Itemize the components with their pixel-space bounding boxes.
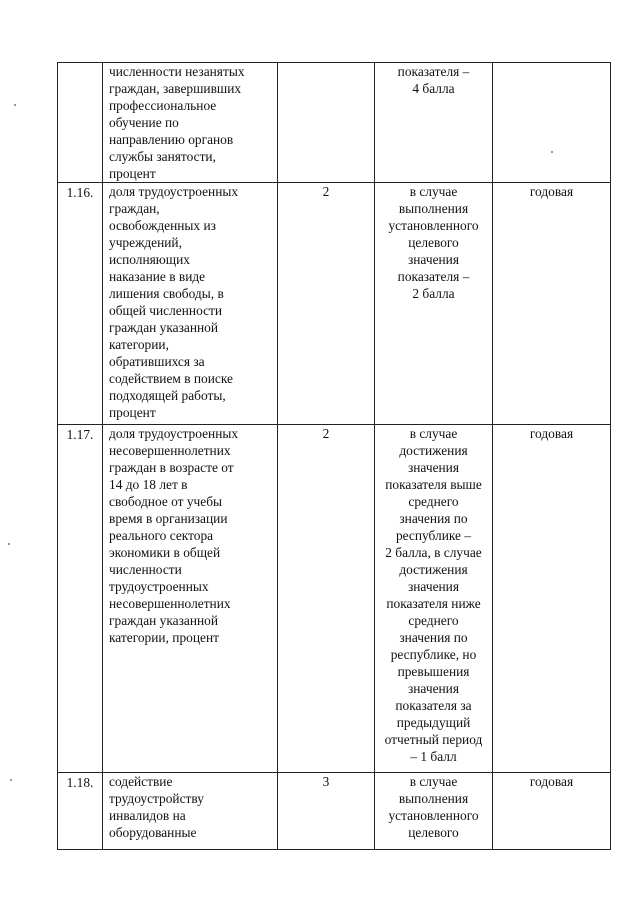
reporting-period: годовая [493,425,611,773]
scoring-condition: в случае выполнения установленного целевого значения показателя – 2 балла [375,183,493,425]
scoring-condition: в случае достижения значения показателя выше среднего значения по республике – 2 балла, в случае достижения значения показателя ниже среднего значения по республике, но превышения значения показателя за предыдущий отчетный период – 1 балл [375,425,493,773]
criteria-table [57,62,611,850]
points-value: 2 [278,183,375,425]
table-row [58,773,611,850]
table-row [58,425,611,773]
table-row [58,183,611,425]
row-number [58,63,103,183]
indicator-name: доля трудоустроенных граждан, освобожденных из учреждений, исполняющих наказание в виде лишения свободы, в общей численности граждан указанной категории, обратившихся за содействием в поиске подходящей работы, процент [103,183,278,425]
reporting-period [493,63,611,183]
scoring-condition: в случае выполнения установленного целевого [375,773,493,850]
row-number: 1.16. [58,183,103,425]
points-value: 2 [278,425,375,773]
scan-speck [8,543,10,545]
row-number: 1.17. [58,425,103,773]
table-row [58,63,611,183]
scan-speck [551,151,553,153]
reporting-period: годовая [493,183,611,425]
indicator-name: содействие трудоустройству инвалидов на оборудованные [103,773,278,850]
indicator-name: численности незанятых граждан, завершивших профессиональное обучение по направлению органов службы занятости, процент [103,63,278,183]
reporting-period: годовая [493,773,611,850]
scan-speck [14,104,16,106]
indicator-name: доля трудоустроенных несовершеннолетних граждан в возрасте от 14 до 18 лет в свободное от учебы время в организации реального сектора экономики в общей численности трудоустроенных несовершеннолетних граждан указанной категории, процент [103,425,278,773]
scan-speck [10,779,12,781]
points-value [278,63,375,183]
row-number: 1.18. [58,773,103,850]
scoring-condition: показателя – 4 балла [375,63,493,183]
points-value: 3 [278,773,375,850]
